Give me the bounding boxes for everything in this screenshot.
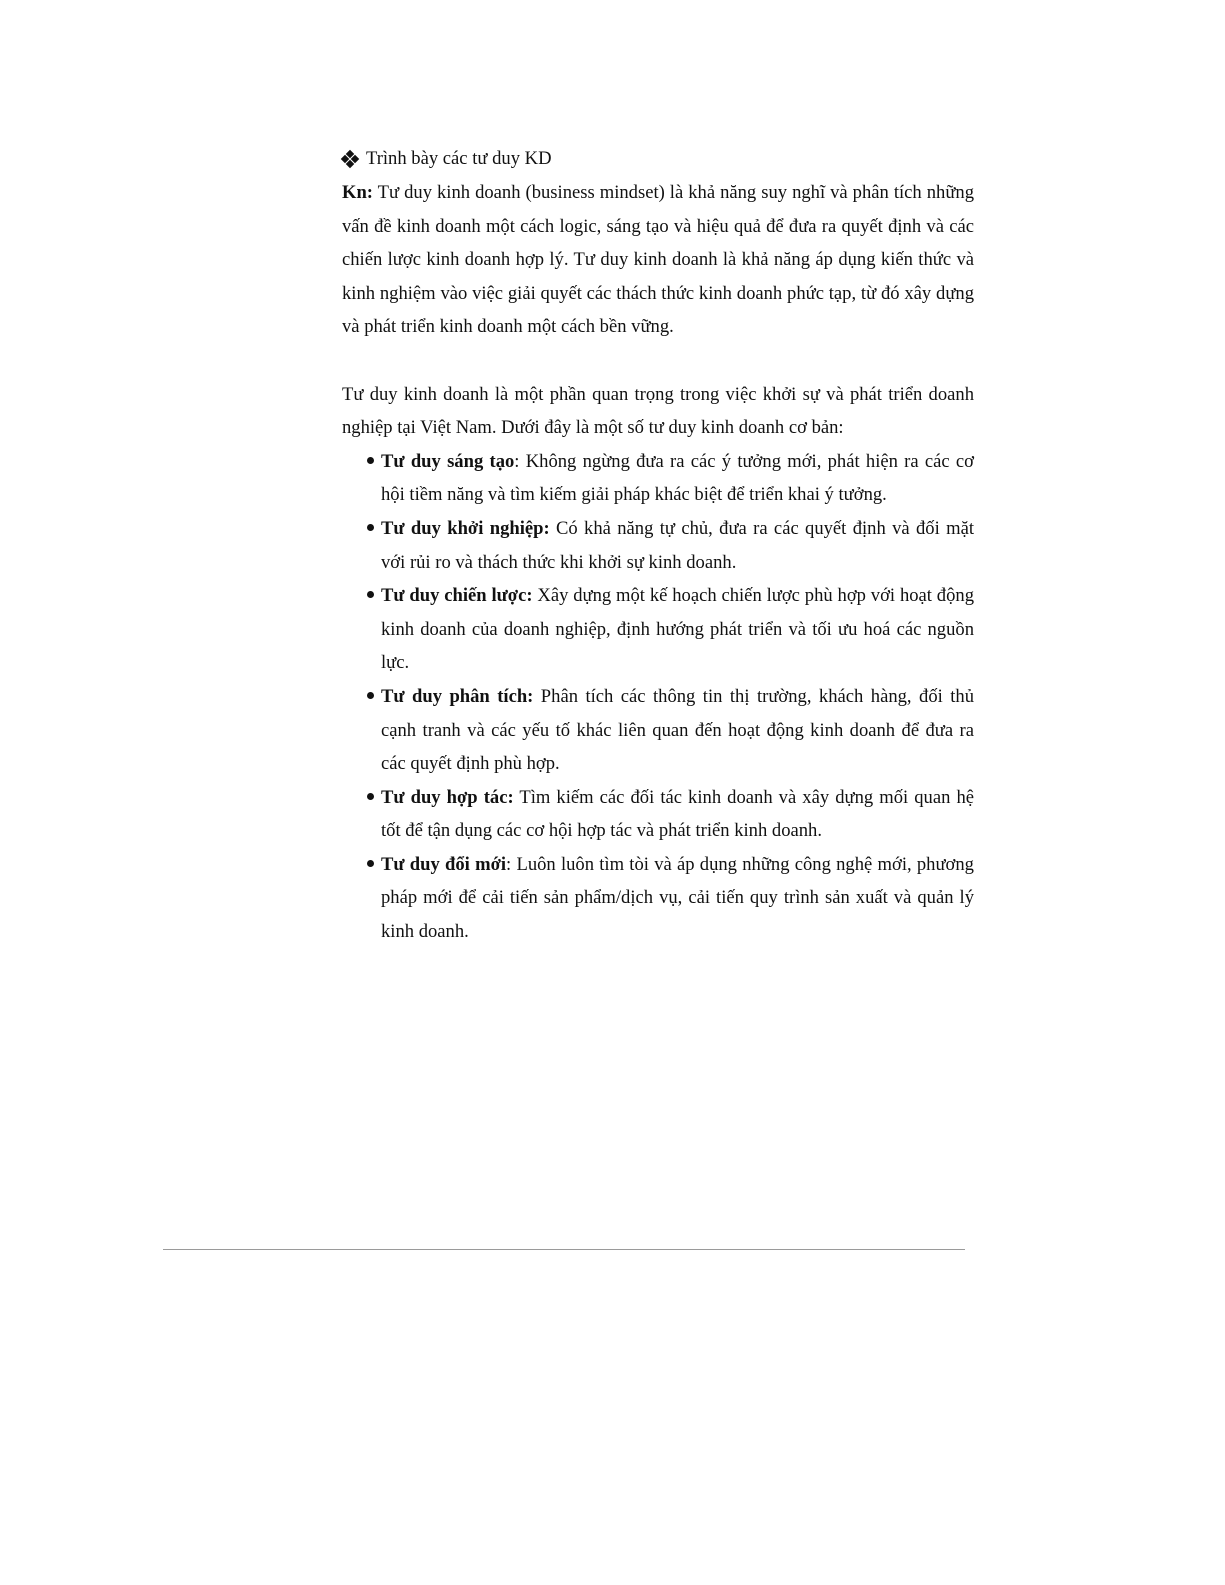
list-item — [330, 781, 974, 848]
definition-text: Tư duy kinh doanh (business mindset) là khả năng suy nghĩ và phân tích những vấn đề kinh doanh một cách logic, sáng tạo và hiệu quả để đưa ra quyết định và các chiến lược kinh doanh hợp lý. Tư duy kinh doanh là khả năng áp dụng kiến thức và kinh nghiệm vào việc giải quyết các thách thức kinh doanh phức tạp, từ đó xây dựng và phát triển kinh doanh một cách bền vững. — [342, 182, 974, 338]
bullet-dot-icon — [367, 793, 374, 800]
list-item-term: Tư duy đổi mới — [381, 853, 507, 875]
list-item-term: Tư duy sáng tạo — [381, 450, 515, 472]
list-item — [330, 512, 974, 579]
bullet-dot-icon — [367, 692, 374, 699]
section-heading-text: Trình bày các tư duy KD — [366, 148, 552, 169]
list-item-term: Tư duy hợp tác: — [381, 786, 514, 808]
document-content — [342, 144, 974, 949]
intro-paragraph: Tư duy kinh doanh là một phần quan trọng trong việc khởi sự và phát triển doanh nghiệp tại Việt Nam. Dưới đây là một số tư duy kinh doanh cơ bản: — [342, 383, 974, 439]
list-item-text: Xây dựng một kế hoạch chiến lược phù hợp với hoạt động kinh doanh của doanh nghiệp, định hướng phát triển và tối ưu hoá các nguồn lực. — [381, 585, 974, 674]
definition-paragraph — [342, 176, 974, 344]
list-item-text: Tìm kiếm các đối tác kinh doanh và xây dựng mối quan hệ tốt để tận dụng các cơ hội hợp tác và phát triển kinh doanh. — [381, 786, 974, 842]
list-item-term: Tư duy khởi nghiệp: — [381, 517, 550, 539]
footer-divider — [163, 1249, 965, 1250]
bullet-dot-icon — [367, 860, 374, 867]
definition-label: Kn: — [342, 182, 373, 203]
list-item-text: Có khả năng tự chủ, đưa ra các quyết định và đối mặt với rủi ro và thách thức khi khởi sự kinh doanh. — [381, 517, 974, 573]
list-item-text: Phân tích các thông tin thị trường, khách hàng, đối thủ cạnh tranh và các yếu tố khác liên quan đến hoạt động kinh doanh để đưa ra các quyết định phù hợp. — [381, 685, 974, 775]
list-item-term: Tư duy chiến lược: — [381, 585, 533, 607]
list-item — [330, 848, 974, 949]
bullet-dot-icon — [367, 591, 374, 598]
list-item-text: : Không ngừng đưa ra các ý tưởng mới, phát hiện ra các cơ hội tiềm năng và tìm kiếm giải pháp khác biệt để triển khai ý tưởng. — [381, 450, 974, 506]
bullet-dot-icon — [367, 457, 374, 464]
section-heading — [342, 144, 974, 174]
mindset-list — [342, 445, 974, 949]
four-diamond-icon — [342, 151, 358, 167]
list-item-text: : Luôn luôn tìm tòi và áp dụng những công nghệ mới, phương pháp mới để cải tiến sản phẩm/dịch vụ, cải tiến quy trình sản xuất và quản lý kinh doanh. — [381, 853, 974, 943]
list-item — [330, 579, 974, 680]
list-item — [330, 445, 974, 512]
bullet-dot-icon — [367, 524, 374, 531]
list-item-term: Tư duy phân tích: — [381, 685, 534, 707]
list-item — [330, 680, 974, 781]
